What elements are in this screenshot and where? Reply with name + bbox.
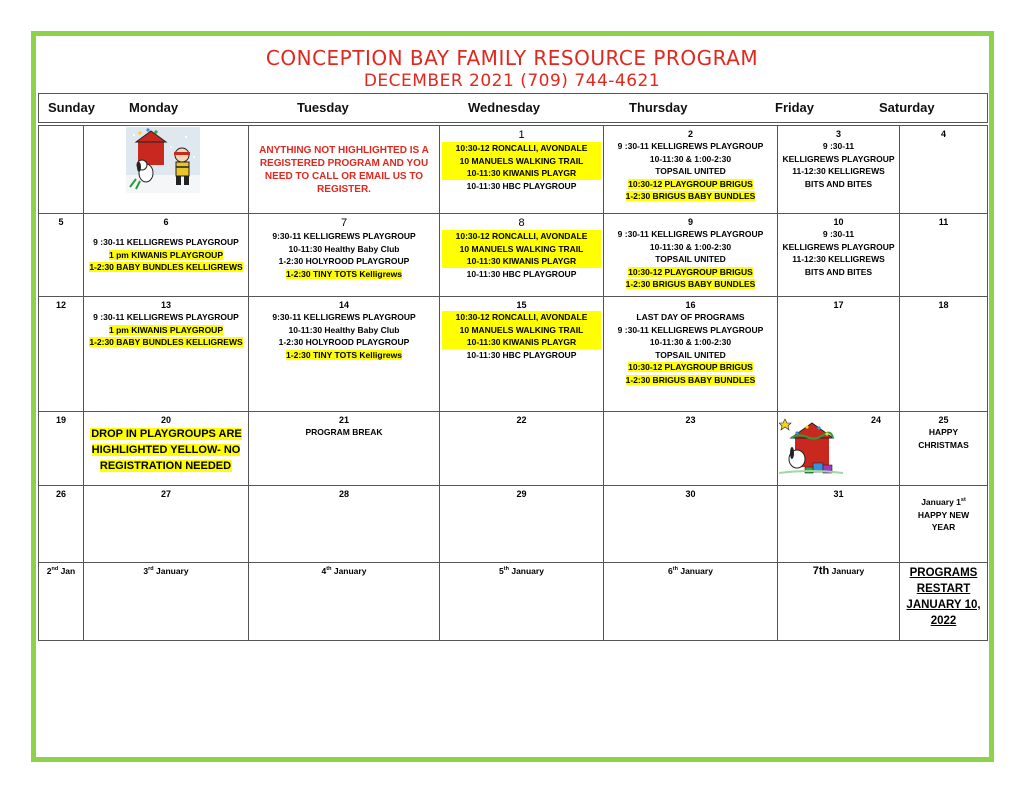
event-line: 10 MANUELS WALKING TRAIL — [442, 324, 601, 337]
event-line: 1-2:30 TINY TOTS Kelligrews — [286, 349, 402, 360]
date-number: 31 — [833, 489, 844, 499]
event-line: HAPPY NEW — [917, 509, 970, 520]
event-line: 10:30-12 PLAYGROUP BRIGUS — [628, 362, 753, 373]
event-line: 10:30-12 RONCALLI, AVONDALE — [442, 311, 601, 324]
day-cell — [778, 214, 900, 297]
event-line: 10-11:30 & 1:00-2:30 — [649, 241, 732, 252]
day-cell — [249, 563, 440, 641]
restart-line: JANUARY 10, — [906, 599, 981, 611]
event-line: 1-2:30 HOLYROOD PLAYGROUP — [278, 337, 410, 348]
date-number: 1 — [518, 129, 525, 141]
day-friday: Friday — [775, 100, 815, 115]
event-line: HAPPY — [928, 427, 959, 437]
date-number: 19 — [55, 415, 66, 425]
restart-line: 2022 — [930, 615, 957, 627]
day-cell — [900, 214, 988, 297]
date-suffix: rd — [148, 566, 154, 573]
week-row-3 — [39, 297, 988, 412]
event-line: 10-11:30 Healthy Baby Club — [288, 324, 400, 335]
date-suffix: th — [326, 566, 332, 573]
event-line: 10-11:30 & 1:00-2:30 — [649, 337, 732, 348]
day-cell — [39, 412, 84, 486]
day-cell — [84, 563, 249, 641]
day-cell — [604, 412, 778, 486]
date-number: 9 — [687, 217, 693, 227]
day-cell — [604, 297, 778, 412]
day-cell — [440, 126, 604, 214]
date-number: 13 — [160, 300, 171, 310]
date-number: 17 — [833, 300, 844, 310]
day-cell — [84, 297, 249, 412]
event-line: 11-12:30 KELLIGREWS — [792, 254, 885, 265]
day-cell — [440, 412, 604, 486]
date-suffix: th — [672, 566, 678, 573]
event-line: 10-11:30 Healthy Baby Club — [288, 243, 400, 254]
day-sunday: Sunday — [48, 100, 95, 115]
date-number: 5 — [58, 217, 64, 227]
day-saturday: Saturday — [879, 100, 935, 115]
snoopy-doghouse-image — [779, 413, 843, 479]
event-line: 1-2:30 HOLYROOD PLAYGROUP — [278, 256, 410, 267]
new-year-date: January 1 — [921, 497, 961, 507]
day-cell — [39, 214, 84, 297]
event-line: TOPSAIL UNITED — [655, 349, 726, 360]
month-phone-subtitle: DECEMBER 2021 (709) 744-4621 — [363, 71, 661, 91]
month-label: January — [508, 566, 544, 576]
event-line: 1-2:30 BRIGUS BABY BUNDLES — [625, 374, 756, 385]
day-cell — [900, 412, 988, 486]
date-number: 2 — [46, 566, 52, 576]
event-line: 9:30-11 KELLIGREWS PLAYGROUP — [272, 312, 416, 322]
day-wednesday: Wednesday — [468, 100, 541, 115]
date-number: 8 — [518, 217, 525, 229]
event-line: 10-11:30 & 1:00-2:30 — [649, 153, 732, 164]
day-cell — [604, 214, 778, 297]
event-line: 10-11:30 KIWANIS PLAYGR — [442, 336, 601, 349]
day-cell — [778, 486, 900, 563]
date-number: 29 — [516, 489, 527, 499]
date-number: 7 — [340, 217, 348, 229]
date-suffix: st — [960, 497, 966, 504]
date-number: 5 — [499, 566, 504, 576]
day-cell — [604, 486, 778, 563]
weekday-header — [38, 93, 988, 123]
day-cell — [900, 563, 988, 641]
event-line: 1-2:30 BRIGUS BABY BUNDLES — [625, 191, 756, 202]
event-line: 1 pm KIWANIS PLAYGROUP — [109, 324, 223, 335]
date-number: 30 — [685, 489, 696, 499]
day-cell — [39, 126, 84, 214]
date-suffix: nd — [51, 566, 59, 573]
event-line: 10-11:30 HBC PLAYGROUP — [466, 268, 577, 279]
date-number: 21 — [338, 415, 349, 425]
day-tuesday: Tuesday — [297, 100, 349, 115]
event-line: 10-11:30 KIWANIS PLAYGR — [442, 255, 601, 268]
event-line: 1-2:30 BRIGUS BABY BUNDLES — [625, 279, 756, 290]
restart-line: RESTART — [916, 583, 971, 595]
day-cell — [900, 297, 988, 412]
event-line: 1-2:30 TINY TOTS Kelligrews — [286, 268, 402, 279]
day-cell — [900, 126, 988, 214]
event-line: 1-2:30 BABY BUNDLES KELLIGREWS — [89, 337, 243, 348]
day-cell — [249, 214, 440, 297]
day-cell — [249, 486, 440, 563]
event-line: 10-11:30 HBC PLAYGROUP — [466, 180, 577, 191]
event-line: 10-11:30 HBC PLAYGROUP — [466, 349, 577, 360]
event-line: 10:30-12 PLAYGROUP BRIGUS — [628, 178, 753, 189]
event-line: TOPSAIL UNITED — [655, 254, 726, 265]
day-cell — [84, 486, 249, 563]
snoopy-charlie-brown-image — [126, 127, 200, 193]
restart-line: PROGRAMS — [909, 567, 978, 579]
day-cell — [604, 563, 778, 641]
day-cell — [778, 126, 900, 214]
date-number: 6 — [163, 217, 169, 227]
calendar-grid — [38, 125, 988, 641]
day-cell — [39, 297, 84, 412]
date-number: 6 — [668, 566, 673, 576]
week-row-4 — [39, 412, 988, 486]
event-line: 9:30-11 KELLIGREWS PLAYGROUP — [272, 231, 416, 241]
day-cell — [900, 486, 988, 563]
day-cell — [39, 486, 84, 563]
date-number: 11 — [938, 217, 949, 227]
event-line: YEAR — [931, 522, 956, 533]
event-line: BITS AND BITES — [804, 178, 873, 189]
day-cell — [778, 563, 900, 641]
date-number: 25 — [938, 415, 949, 425]
date-number: 14 — [338, 300, 349, 310]
event-line: 9 :30-11 — [822, 229, 855, 239]
event-line: 10:30-12 RONCALLI, AVONDALE — [442, 230, 601, 243]
month-label: January — [331, 566, 367, 576]
day-monday: Monday — [129, 100, 179, 115]
date-suffix: th — [503, 566, 509, 573]
program-title: CONCEPTION BAY FAMILY RESOURCE PROGRAM — [265, 46, 759, 70]
event-line: LAST DAY OF PROGRAMS — [636, 312, 745, 322]
date-number: 10 — [833, 217, 844, 227]
event-line: 1-2:30 BABY BUNDLES KELLIGREWS — [89, 262, 243, 273]
date-number: 24 — [870, 415, 881, 425]
event-line: 10:30-12 PLAYGROUP BRIGUS — [628, 266, 753, 277]
date-number: 20 — [160, 415, 171, 425]
week-row-6 — [39, 563, 988, 641]
event-line: PROGRAM BREAK — [305, 427, 383, 437]
date-number: 15 — [516, 300, 527, 310]
month-label: January — [153, 566, 189, 576]
day-thursday: Thursday — [629, 100, 688, 115]
event-line: 9 :30-11 KELLIGREWS PLAYGROUP — [617, 229, 764, 239]
date-number: 27 — [160, 489, 171, 499]
date-number: 22 — [516, 415, 527, 425]
day-cell — [440, 486, 604, 563]
date-number: 7th — [812, 565, 830, 577]
event-line: 9 :30-11 KELLIGREWS PLAYGROUP — [617, 141, 764, 151]
date-number: 4 — [321, 566, 327, 576]
month-label: January — [829, 566, 865, 576]
date-number: 2 — [687, 129, 693, 139]
event-line: 10-11:30 KIWANIS PLAYGR — [442, 167, 601, 180]
day-cell — [249, 297, 440, 412]
event-line: 11-12:30 KELLIGREWS — [792, 166, 885, 177]
event-line: 9 :30-11 KELLIGREWS PLAYGROUP — [93, 312, 239, 322]
date-number: 18 — [938, 300, 949, 310]
day-cell — [84, 214, 249, 297]
date-number: 26 — [55, 489, 66, 499]
day-cell — [604, 126, 778, 214]
event-line: 1 pm KIWANIS PLAYGROUP — [109, 249, 223, 260]
event-line: TOPSAIL UNITED — [655, 166, 726, 177]
day-cell — [440, 297, 604, 412]
date-number: 12 — [55, 300, 66, 310]
week-row-2 — [39, 214, 988, 297]
date-number: 28 — [338, 489, 349, 499]
month-label: January — [677, 566, 713, 576]
date-number: 3 — [143, 566, 149, 576]
registration-note: ANYTHING NOT HIGHLIGHTED IS A REGISTERED PROGRAM AND YOU NEED TO CALL OR EMAIL US TO REGISTER. — [259, 145, 429, 195]
day-cell — [84, 412, 249, 486]
event-line: BITS AND BITES — [804, 266, 873, 277]
day-cell — [39, 563, 84, 641]
day-cell — [778, 297, 900, 412]
day-cell — [249, 126, 440, 214]
event-line: 9 :30-11 KELLIGREWS PLAYGROUP — [93, 237, 239, 247]
event-line: 9 :30-11 — [822, 141, 855, 151]
month-label: Jan — [58, 566, 76, 576]
event-line: 9 :30-11 KELLIGREWS PLAYGROUP — [617, 324, 764, 335]
day-cell — [440, 214, 604, 297]
event-line: KELLIGREWS PLAYGROUP — [782, 153, 895, 164]
date-number: 3 — [835, 129, 841, 139]
date-number: 4 — [940, 129, 946, 139]
drop-in-note: DROP IN PLAYGROUPS ARE HIGHLIGHTED YELLOW- NO REGISTRATION NEEDED — [91, 428, 242, 472]
date-number: 23 — [685, 415, 696, 425]
week-row-5 — [39, 486, 988, 563]
event-line: 10 MANUELS WALKING TRAIL — [442, 243, 601, 256]
event-line: 10 MANUELS WALKING TRAIL — [442, 155, 601, 168]
event-line: 10:30-12 RONCALLI, AVONDALE — [442, 142, 601, 155]
event-line: CHRISTMAS — [918, 439, 969, 450]
event-line: KELLIGREWS PLAYGROUP — [782, 241, 895, 252]
day-cell — [249, 412, 440, 486]
day-cell — [440, 563, 604, 641]
date-number: 16 — [685, 300, 696, 310]
